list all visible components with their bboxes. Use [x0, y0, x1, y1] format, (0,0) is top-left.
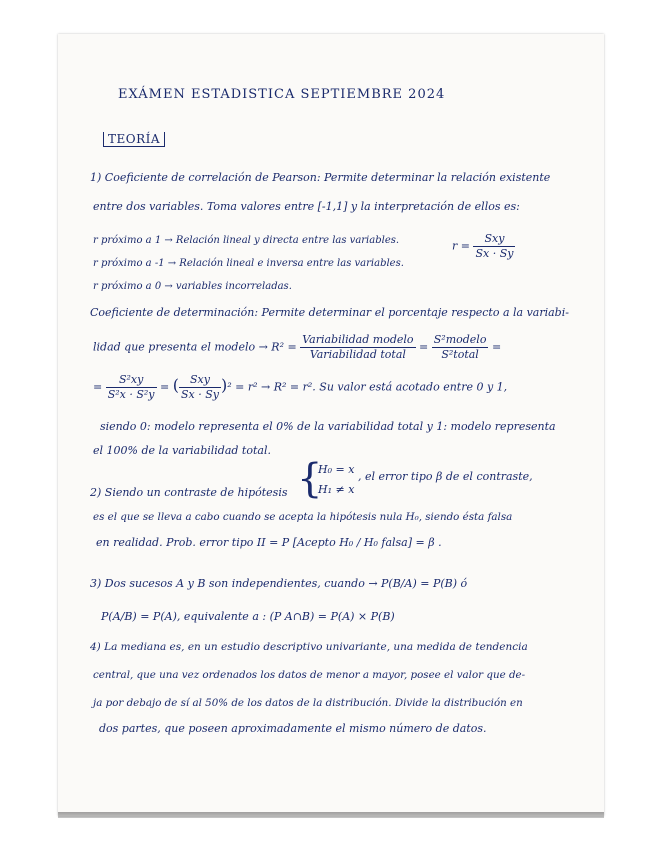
open-paren: (	[172, 375, 179, 395]
q1-bullet-2: r próximo a -1 → Relación lineal e inversa entre las variables.	[93, 258, 404, 269]
equals-sign: =	[419, 340, 429, 354]
equals-sign: =	[491, 340, 502, 354]
pearson-numerator: Sxy	[473, 232, 515, 247]
q2-line-3: en realidad. Prob. error tipo II = P [Acepto H₀ / H₀ falsa] = β .	[96, 536, 442, 549]
pearson-fraction	[473, 232, 515, 261]
determination-line-2	[93, 333, 501, 362]
covariance-numerator: S²xy	[106, 373, 157, 388]
q2-line-1b: , el error tipo β de el contraste,	[358, 470, 533, 483]
variance-fraction	[432, 333, 489, 362]
covariance-denominator: S²x · S²y	[107, 388, 155, 401]
covariance-fraction	[106, 373, 157, 402]
determination-line-3	[93, 373, 507, 402]
q3-line-2: P(A/B) = P(A), equivalente a : (P A∩B) = P(A) × P(B)	[101, 610, 395, 623]
determination-lhs: lidad que presenta el modelo → R² =	[93, 340, 297, 354]
null-hypothesis: H₀ = x	[318, 463, 355, 476]
q1-line-2: entre dos variables. Toma valores entre [-1,1] y la interpretación de ellos es:	[93, 200, 520, 213]
pearson-denominator: Sx · Sy	[475, 247, 514, 260]
pearson-squared-denominator: Sx · Sy	[181, 388, 219, 401]
q1-bullet-3: r próximo a 0 → variables incorreladas.	[93, 281, 292, 292]
q2-line-2: es el que se lleva a cabo cuando se acepta la hipótesis nula H₀, siendo ésta falsa	[93, 511, 513, 523]
q4-line-3: ja por debajo de sí al 50% de los datos de la distribución. Divide la distribución en	[93, 697, 523, 709]
q4-line-2: central, que una vez ordenados los datos de menor a mayor, posee el valor que de-	[93, 669, 526, 681]
hypothesis-brace: {	[297, 456, 323, 502]
determination-line-1: Coeficiente de determinación: Permite determinar el porcentaje respecto a la variabi-	[90, 306, 569, 319]
variability-numerator: Variabilidad modelo	[302, 333, 414, 346]
variability-fraction	[300, 333, 415, 362]
determination-line-5: el 100% de la variabilidad total.	[93, 444, 271, 457]
equals-sign: =	[93, 380, 103, 394]
page-title: EXÁMEN ESTADISTICA SEPTIEMBRE 2024	[118, 87, 446, 102]
determination-conclusion: ² = r² → R² = r². Su valor está acotado entre 0 y 1,	[227, 380, 508, 394]
equals-sign: =	[160, 380, 170, 394]
page-bottom-shadow	[58, 812, 604, 818]
q2-line-1a: 2) Siendo un contraste de hipótesis	[90, 486, 288, 499]
q1-line-1: 1) Coeficiente de correlación de Pearson: Permite determinar la relación existente	[90, 171, 551, 184]
pearson-squared-numerator: Sxy	[179, 373, 221, 388]
variance-denominator: S²total	[441, 348, 479, 361]
q1-bullet-1: r próximo a 1 → Relación lineal y directa entre las variables.	[93, 235, 400, 246]
pearson-squared-fraction	[179, 373, 221, 402]
q4-line-1: 4) La mediana es, en un estudio descriptivo univariante, una medida de tendencia	[90, 641, 528, 653]
alternative-hypothesis: H₁ ≠ x	[318, 483, 355, 496]
q4-line-4: dos partes, que poseen aproximadamente el mismo número de datos.	[99, 722, 487, 735]
close-paren: )	[220, 375, 228, 395]
pearson-formula	[452, 232, 515, 261]
determination-line-4: siendo 0: modelo representa el 0% de la variabilidad total y 1: modelo representa	[100, 420, 556, 433]
variance-numerator: S²modelo	[433, 333, 487, 346]
section-title: TEORÍA	[103, 132, 165, 147]
pearson-lhs: r =	[452, 239, 470, 253]
q3-line-1: 3) Dos sucesos A y B son independientes, cuando → P(B/A) = P(B) ó	[90, 577, 468, 590]
variability-denominator: Variabilidad total	[309, 348, 406, 361]
